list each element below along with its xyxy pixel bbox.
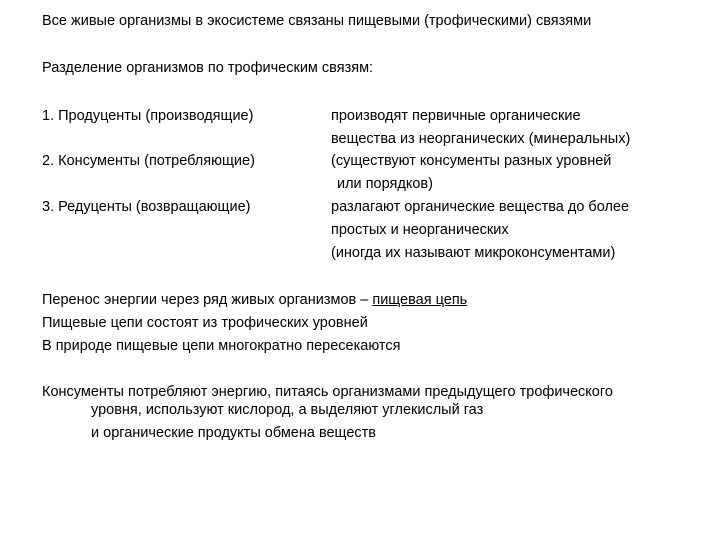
- consumers-desc-line-2: или порядков): [337, 176, 433, 192]
- energy-line-2: Пищевые цепи состоят из трофических уровней: [42, 315, 368, 331]
- intro-line-2: Разделение организмов по трофическим связям:: [42, 60, 374, 76]
- food-chain-link[interactable]: пищевая цепь: [372, 292, 468, 308]
- producers-desc-line-2: вещества из неорганических (минеральных): [331, 131, 631, 147]
- consumers-note-line-2: уровня, используют кислород, а выделяют углекислый газ: [91, 402, 484, 418]
- reducers-label: 3. Редуценты (возвращающие): [42, 199, 251, 215]
- consumers-desc-line-1: (существуют консументы разных уровней: [331, 153, 612, 169]
- consumers-note-line-3: и органические продукты обмена веществ: [91, 425, 376, 441]
- producers-label: 1. Продуценты (производящие): [42, 108, 254, 124]
- consumers-note-line-1: Консументы потребляют энергию, питаясь организмами предыдущего трофического: [42, 384, 613, 400]
- producers-desc-line-1: производят первичные органические: [331, 108, 581, 124]
- energy-line-3: В природе пищевые цепи многократно пересекаются: [42, 338, 401, 354]
- reducers-desc-line-2: простых и неорганических: [331, 222, 509, 238]
- consumers-label: 2. Консументы (потребляющие): [42, 153, 255, 169]
- energy-line-1-prefix: Перенос энергии через ряд живых организмов –: [42, 292, 373, 308]
- reducers-desc-line-3: (иногда их называют микроконсументами): [331, 245, 616, 261]
- intro-line-1: Все живые организмы в экосистеме связаны пищевыми (трофическими) связями: [42, 13, 592, 29]
- reducers-desc-line-1: разлагают органические вещества до более: [331, 199, 630, 215]
- energy-line-1: [42, 289, 467, 312]
